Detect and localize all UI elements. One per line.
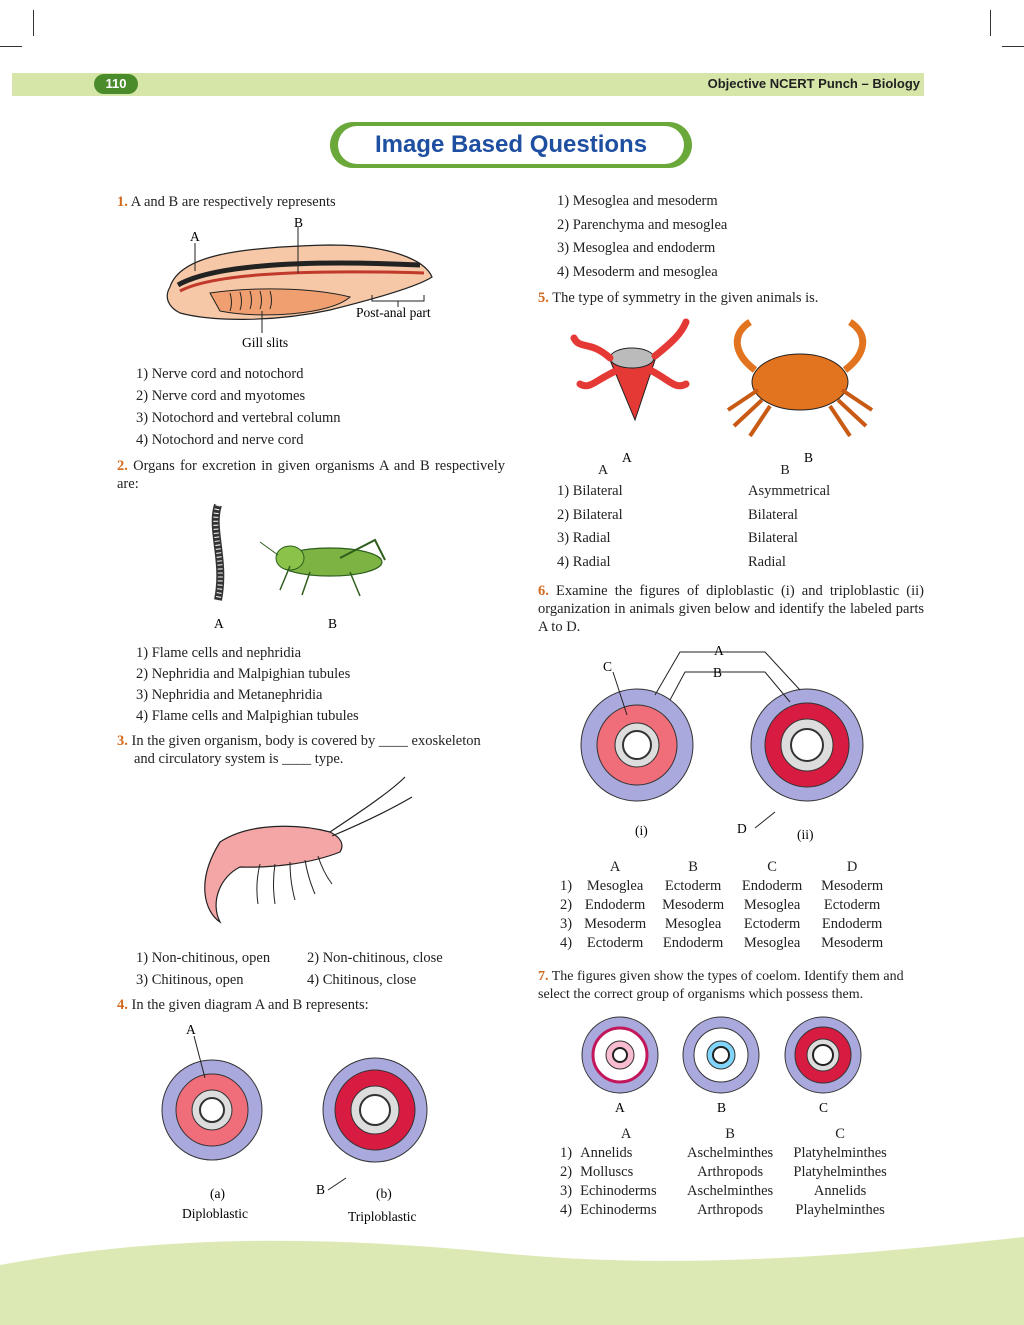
option[interactable]: 2) Nerve cord and myotomes xyxy=(136,388,306,404)
option[interactable]: 1) Flame cells and nephridia xyxy=(136,645,302,661)
option[interactable]: 4) Flame cells and Malpighian tubules xyxy=(136,708,359,724)
cell: Molluscs xyxy=(580,1164,634,1180)
label-fig-a: (a) xyxy=(210,1186,225,1201)
label-b: B xyxy=(294,215,304,230)
cell: Ectoderm xyxy=(743,916,801,932)
section-title: Image Based Questions xyxy=(338,126,684,164)
option[interactable]: 4) Notochord and nerve cord xyxy=(136,432,304,448)
cell: Aschelminthes xyxy=(687,1183,774,1199)
cell: Annelids xyxy=(813,1183,867,1199)
question-2 xyxy=(117,457,505,493)
label-fig-ii: (ii) xyxy=(797,827,814,842)
option-col-b: Bilateral xyxy=(748,506,798,523)
option[interactable]: 3) Notochord and vertebral column xyxy=(136,410,341,426)
label-d: D xyxy=(737,821,747,836)
question-text: Organs for excretion in given organisms A and B respectively are: xyxy=(117,458,505,492)
q4-options xyxy=(557,190,727,284)
option[interactable]: 2) Parenchyma and mesoglea xyxy=(557,216,728,233)
col-header: C xyxy=(835,1126,845,1142)
option-num: 2) xyxy=(560,897,573,913)
label-gill-slits: Gill slits xyxy=(242,335,289,350)
coelom-c-diagram xyxy=(785,1017,861,1093)
section-banner xyxy=(330,122,692,168)
question-text: and circulatory system is ____ type. xyxy=(134,751,344,767)
crop-mark xyxy=(990,10,991,36)
label-c: C xyxy=(819,1100,829,1115)
cell: Annelids xyxy=(580,1145,633,1161)
option-num: 1) xyxy=(560,878,573,894)
cell: Mesoglea xyxy=(664,916,722,932)
question-1 xyxy=(117,193,507,211)
label-diploblastic: Diploblastic xyxy=(182,1206,248,1221)
option-col-a[interactable]: 2) Bilateral xyxy=(557,506,623,523)
option[interactable]: 3) Chitinous, open xyxy=(136,972,244,988)
option[interactable]: 1) Nerve cord and notochord xyxy=(136,366,304,382)
cell: Mesoderm xyxy=(821,878,884,894)
label-fig-b: (b) xyxy=(376,1186,392,1201)
q5-table xyxy=(557,462,917,574)
symmetry-figure xyxy=(560,310,890,470)
option[interactable]: 2) Nephridia and Malpighian tubules xyxy=(136,666,351,682)
option-num: 4) xyxy=(560,935,573,951)
option-num: 3) xyxy=(560,916,573,932)
option[interactable]: 4) Chitinous, close xyxy=(307,972,417,988)
cell: Arthropods xyxy=(697,1164,764,1180)
crop-mark xyxy=(0,46,22,47)
question-text: In the given diagram A and B represents: xyxy=(131,997,369,1013)
coelom-b-diagram xyxy=(683,1017,759,1093)
option-col-b: Radial xyxy=(748,553,786,570)
option-row[interactable] xyxy=(556,1163,896,1182)
crop-mark xyxy=(33,10,34,36)
question-text: The type of symmetry in the given animals is. xyxy=(552,290,819,306)
question-number: 1. xyxy=(117,194,128,210)
cell: Endoderm xyxy=(584,897,646,913)
triploblastic-diagram xyxy=(751,689,863,801)
question-number: 3. xyxy=(117,733,128,749)
question-5 xyxy=(538,289,924,307)
option[interactable]: 2) Non-chitinous, close xyxy=(307,950,443,966)
cell: Mesoderm xyxy=(662,897,725,913)
question-7 xyxy=(538,968,926,1004)
crop-mark xyxy=(1002,46,1024,47)
question-6 xyxy=(538,582,924,636)
col-header: B xyxy=(688,859,698,875)
crab-drawing xyxy=(728,322,872,436)
col-header: A xyxy=(620,1126,632,1142)
question-text: A and B are respectively represents xyxy=(130,194,336,210)
cell: Playhelminthes xyxy=(795,1202,885,1218)
cell: Echinoderms xyxy=(580,1202,657,1218)
label-a: A xyxy=(190,229,200,244)
option-col-a[interactable]: 1) Bilateral xyxy=(557,483,623,499)
question-text: The figures given show the types of coelom. Identify them and select the correct group of organisms which possess them. xyxy=(538,969,904,1002)
cell: Platyhelminthes xyxy=(793,1145,887,1161)
diploblastic-diagram xyxy=(162,1060,262,1160)
col-header: B xyxy=(725,1126,735,1142)
option[interactable]: 3) Nephridia and Metanephridia xyxy=(136,687,323,703)
cell: Mesoderm xyxy=(584,916,647,932)
question-number: 2. xyxy=(117,458,128,474)
q1-options xyxy=(136,363,341,451)
question-text: Examine the figures of diploblastic (i) and triploblastic (ii) organization in animals given below and identify the labeled parts A to D. xyxy=(538,583,924,635)
jellyfish-drawing xyxy=(574,322,686,420)
option-row[interactable] xyxy=(556,896,892,915)
label-triploblastic: Triploblastic xyxy=(348,1209,417,1224)
option-num: 3) xyxy=(560,1183,573,1199)
question-number: 6. xyxy=(538,583,549,599)
question-4 xyxy=(117,996,507,1014)
page-number: 110 xyxy=(94,74,138,94)
cell: Endoderm xyxy=(821,916,883,932)
option-col-a[interactable]: 4) Radial xyxy=(557,553,611,570)
question-number: 4. xyxy=(117,997,128,1013)
organisms-figure xyxy=(190,500,410,635)
label-post-anal: Post-anal part xyxy=(356,305,431,320)
col-header: B xyxy=(780,463,790,478)
col-header: A xyxy=(609,859,621,875)
cell: Platyhelminthes xyxy=(793,1164,887,1180)
diploblastic-diagram xyxy=(581,689,693,801)
cell: Endoderm xyxy=(741,878,803,894)
earthworm-drawing xyxy=(216,505,221,600)
cell: Endoderm xyxy=(662,935,724,951)
option-row[interactable] xyxy=(556,877,892,896)
question-number: 5. xyxy=(538,290,549,306)
label-c: C xyxy=(603,659,613,674)
prawn-figure xyxy=(190,772,420,932)
q6-table xyxy=(556,858,892,953)
option-row[interactable] xyxy=(556,915,892,934)
label-b: B xyxy=(804,450,814,465)
col-header: A xyxy=(597,463,609,478)
label-b: B xyxy=(328,616,338,631)
q2-options xyxy=(136,643,359,727)
question-number: 7. xyxy=(538,969,549,984)
label-b: B xyxy=(717,1100,727,1115)
cell: Mesoglea xyxy=(743,935,801,951)
coelom-a-diagram xyxy=(582,1017,658,1093)
option[interactable]: 3) Mesoglea and endoderm xyxy=(557,240,716,256)
cell: Mesoglea xyxy=(586,878,644,894)
book-title: Objective NCERT Punch – Biology xyxy=(707,76,920,91)
question-3 xyxy=(117,732,507,768)
label-a: A xyxy=(714,643,724,658)
label-b: B xyxy=(316,1182,326,1197)
cell: Ectoderm xyxy=(664,878,722,894)
q7-table xyxy=(556,1125,896,1220)
option-col-b: Bilateral xyxy=(748,530,798,546)
option-row[interactable] xyxy=(556,934,892,953)
germ-layer-figure xyxy=(150,1018,450,1228)
cell: Mesoderm xyxy=(821,935,884,951)
option-col-a[interactable]: 3) Radial xyxy=(557,530,611,546)
footer-wave xyxy=(0,1215,1024,1325)
amphioxus-figure xyxy=(150,215,460,355)
q3-options xyxy=(136,947,516,991)
label-a: A xyxy=(622,450,632,465)
option-num: 4) xyxy=(560,1202,573,1218)
cell: Ectoderm xyxy=(586,935,644,951)
col-header: D xyxy=(846,859,858,875)
organization-figure xyxy=(575,640,875,845)
grasshopper-drawing xyxy=(260,540,385,596)
option[interactable]: 4) Mesoderm and mesoglea xyxy=(557,263,718,280)
label-fig-i: (i) xyxy=(635,823,648,838)
option-row[interactable] xyxy=(556,1182,896,1201)
cell: Mesoglea xyxy=(743,897,801,913)
option-num: 2) xyxy=(560,1164,573,1180)
label-b: B xyxy=(713,665,723,680)
label-a: A xyxy=(186,1022,196,1037)
cell: Ectoderm xyxy=(823,897,881,913)
cell: Echinoderms xyxy=(580,1183,657,1199)
cell: Arthropods xyxy=(697,1202,764,1218)
option[interactable]: 1) Mesoglea and mesoderm xyxy=(557,193,718,209)
coelom-figure xyxy=(575,1012,865,1117)
cell: Aschelminthes xyxy=(687,1145,774,1161)
col-header: C xyxy=(767,859,777,875)
option-num: 1) xyxy=(560,1145,573,1161)
option[interactable]: 1) Non-chitinous, open xyxy=(136,950,271,966)
option-col-b: Asymmetrical xyxy=(748,483,831,499)
triploblastic-diagram xyxy=(323,1058,427,1162)
option-row[interactable] xyxy=(556,1144,896,1163)
label-a: A xyxy=(615,1100,625,1115)
label-a: A xyxy=(214,616,224,631)
question-text: In the given organism, body is covered by ____ exoskeleton xyxy=(131,733,481,749)
